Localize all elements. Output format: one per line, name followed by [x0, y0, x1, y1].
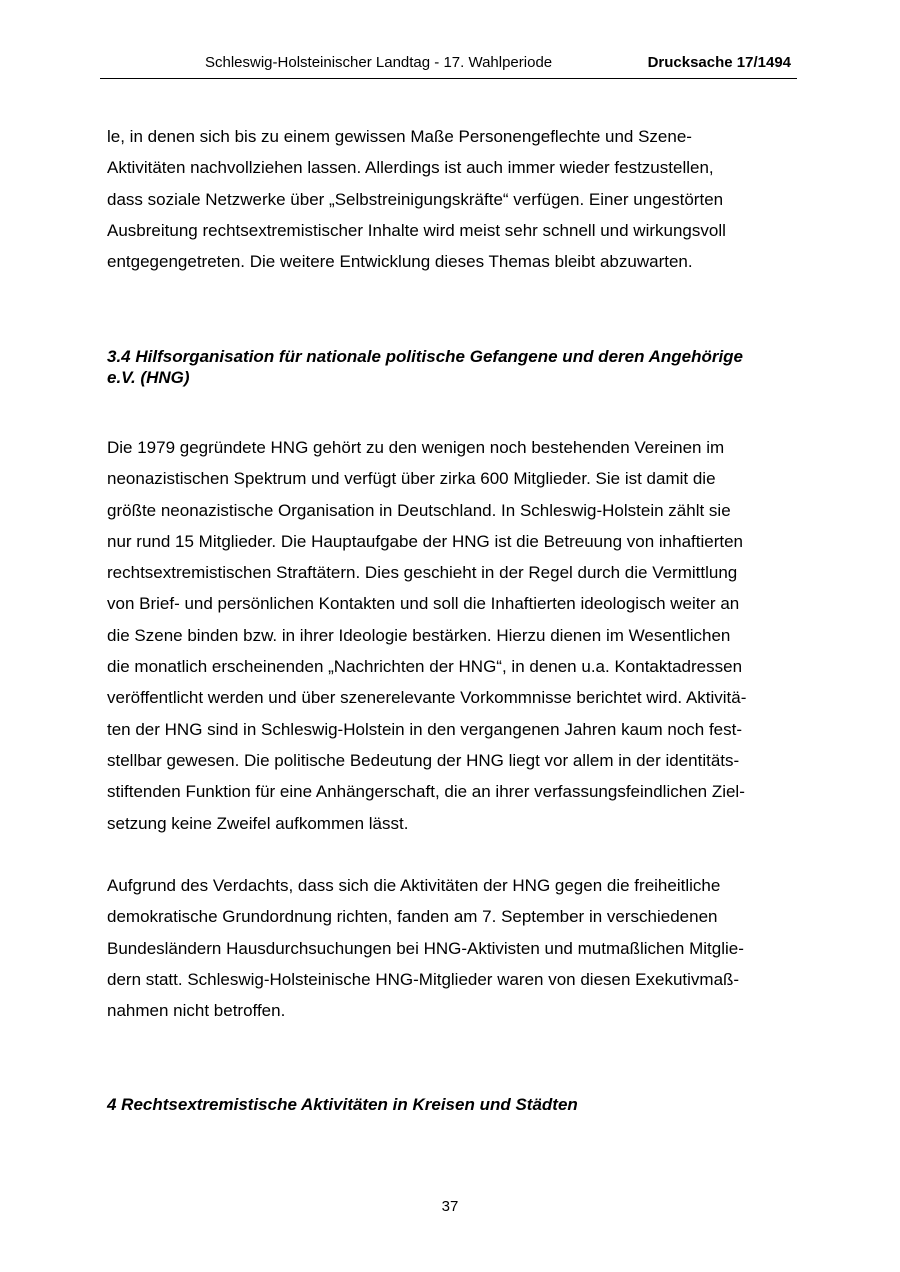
text-line: die monatlich erscheinenden „Nachrichten der HNG“, in denen u.a. Kontaktadressen — [107, 657, 743, 677]
text-line: neonazistischen Spektrum und verfügt über zirka 600 Mitglieder. Sie ist damit die — [107, 469, 716, 489]
page-header — [100, 52, 797, 79]
text-line: von Brief- und persönlichen Kontakten und soll die Inhaftierten ideologisch weiter an — [107, 594, 740, 614]
heading-line: 4 Rechtsextremistische Aktivitäten in Kreisen und Städten — [107, 1095, 578, 1114]
document-number: Drucksache 17/1494 — [647, 54, 791, 71]
text-line: dern statt. Schleswig-Holsteinische HNG-Mitglieder waren von diesen Exekutivmaß- — [107, 969, 740, 989]
header-title: Schleswig-Holsteinischer Landtag - 17. Wahlperiode — [205, 54, 553, 71]
text-line: Ausbreitung rechtsextremistischer Inhalte wird meist sehr schnell und wirkungsvoll — [107, 220, 726, 240]
text-line: Bundesländern Hausdurchsuchungen bei HNG-Aktivisten und mutmaßlichen Mitglie- — [107, 938, 744, 958]
text-line: Aufgrund des Verdachts, dass sich die Aktivitäten der HNG gegen die freiheitliche — [107, 876, 721, 895]
text-line: le, in denen sich bis zu einem gewissen Maße Personengeflechte und Szene- — [107, 127, 692, 146]
text-line: nur rund 15 Mitglieder. Die Hauptaufgabe der HNG ist die Betreuung von inhaftierten — [107, 531, 743, 551]
text-line: rechtsextremistischen Straftätern. Dies geschieht in der Regel durch die Vermittlung — [107, 563, 738, 583]
text-line: veröffentlicht werden und über szenerelevante Vorkommnisse berichtet wird. Aktivitä- — [107, 688, 747, 708]
text-line: dass soziale Netzwerke über „Selbstreinigungskräfte“ verfügen. Einer ungestörten — [107, 189, 724, 209]
text-line: setzung keine Zweifel aufkommen lässt. — [107, 813, 409, 833]
section-heading-3-4 — [107, 346, 797, 388]
page-number: 37 — [441, 1198, 459, 1215]
text-line: die Szene binden bzw. in ihrer Ideologie bestärken. Hierzu dienen im Wesentlichen — [107, 625, 731, 645]
paragraph-continuation — [107, 121, 797, 277]
text-line: stellbar gewesen. Die politische Bedeutung der HNG liegt vor allem in der identitäts- — [107, 750, 740, 770]
section-heading-4 — [107, 1094, 797, 1115]
text-line: Die 1979 gegründete HNG gehört zu den wenigen noch bestehenden Vereinen im — [107, 438, 725, 457]
text-line: ten der HNG sind in Schleswig-Holstein in den vergangenen Jahren kaum noch fest- — [107, 719, 743, 739]
text-line: entgegengetreten. Die weitere Entwicklung dieses Themas bleibt abzuwarten. — [107, 252, 693, 272]
text-line: Aktivitäten nachvollziehen lassen. Allerdings ist auch immer wieder festzustellen, — [107, 158, 714, 178]
text-line: größte neonazistische Organisation in Deutschland. In Schleswig-Holstein zählt sie — [107, 500, 731, 520]
text-line: stiftenden Funktion für eine Anhängerschaft, die an ihrer verfassungsfeindlichen Ziel- — [107, 782, 745, 802]
text-line: demokratische Grundordnung richten, fanden am 7. September in verschiedenen — [107, 907, 718, 927]
text-line: nahmen nicht betroffen. — [107, 1001, 286, 1021]
heading-line: 3.4 Hilfsorganisation für nationale politische Gefangene und deren Angehörige — [107, 347, 744, 366]
paragraph-searches — [107, 870, 797, 1026]
heading-line: e.V. (HNG) — [107, 368, 190, 387]
paragraph-hng — [107, 432, 797, 839]
